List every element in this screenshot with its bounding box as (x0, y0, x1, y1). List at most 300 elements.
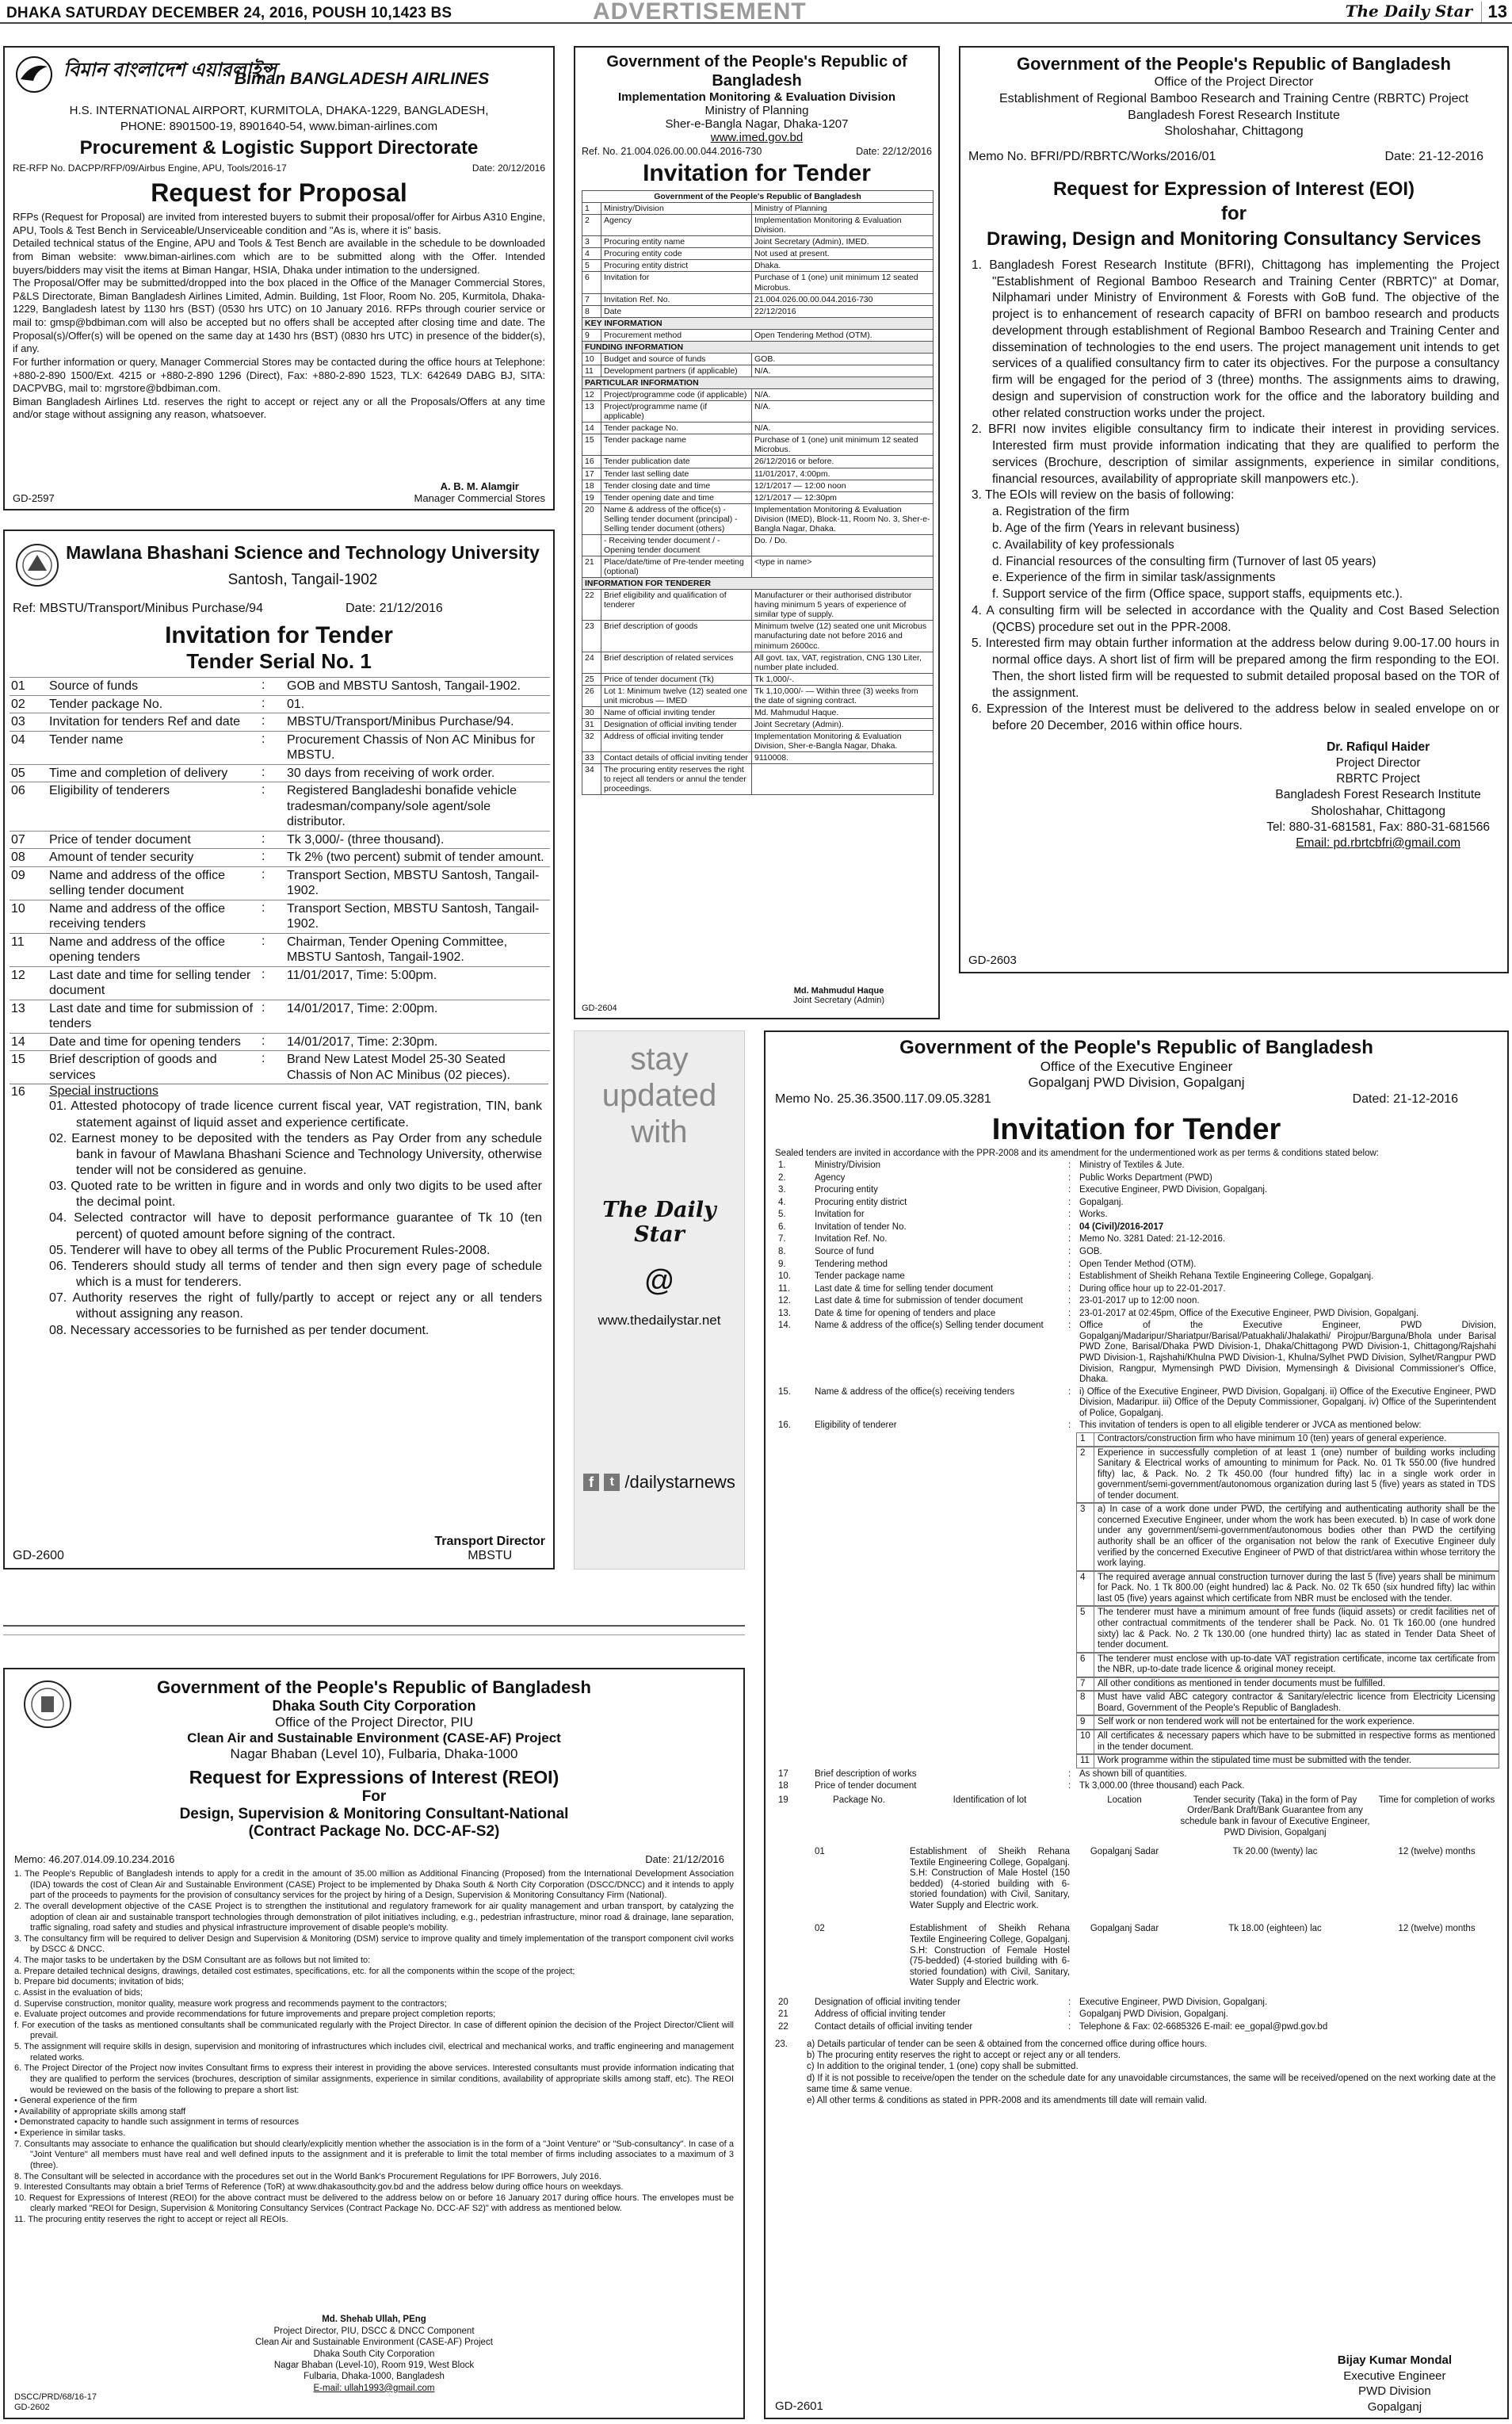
row-colon: : (1068, 1197, 1071, 1207)
row-label: Development partners (if applicable) (601, 365, 752, 377)
row-colon: : (1068, 1997, 1071, 2007)
pwd-office: Office of the Executive Engineer (1040, 1059, 1233, 1074)
row-colon: : (1068, 1246, 1071, 1256)
eoi-item: a. Registration of the firm (992, 505, 1130, 519)
row-number: 15 (582, 434, 601, 456)
eligibility-line (1077, 1755, 1499, 1768)
row-number: 7 (582, 293, 601, 305)
row-colon: : (1068, 1308, 1071, 1318)
imed-web: www.imed.gov.bd (710, 131, 804, 144)
eoi-item: d. Financial resources of the consulting firm (Turnover of last 05 years) (992, 554, 1376, 568)
row-number: 11. (778, 1283, 791, 1294)
biman-phone: PHONE: 8901500-19, 8901640-54, www.biman-airlines.com (120, 119, 438, 133)
package-row (775, 1839, 1499, 1916)
row-number: 09 (11, 868, 25, 882)
row-colon: : (262, 934, 265, 948)
table-row (775, 1997, 1499, 2009)
row-colon: : (1068, 1296, 1071, 1306)
row-value: Joint Secretary (Admin), IMED. (752, 236, 934, 248)
row-label: Procuring entity district (815, 1197, 907, 1207)
reoi-item: 3. The consultancy firm will be required to deliver Design and Supervision & Monitoring (DSM) service to improve quality and timely implementation of the transport component civil works by DSCC & DNCC. (14, 1933, 734, 1955)
row-value: 04 (Civil)/2016-2017 (1079, 1222, 1164, 1232)
row-label: Tender publication date (601, 456, 752, 468)
table-row (582, 456, 934, 468)
row-value: Self work or non tendered work will not be entertained for the work experience. (1094, 1716, 1499, 1730)
table-row (582, 353, 934, 365)
dscc-sub2: (Contract Package No. DCC-AF-S2) (248, 1823, 500, 1840)
bfri-eoi-ad (959, 46, 1509, 973)
package-header: Package No. (833, 1795, 885, 1805)
row-label: Tender opening date and time (601, 491, 752, 503)
dscc-memo: Memo: 46.207.014.09.10.234.2016 (14, 1853, 175, 1865)
note-item: c) In addition to the original tender, 1 (one) copy shall be submitted. (807, 2062, 1079, 2072)
row-number: 8 (1077, 1692, 1094, 1715)
row-colon: : (262, 967, 265, 981)
biman-para: Biman Bangladesh Airlines Ltd. reserves the right to accept or reject any or all the Proposals/Offers at any time and/or stage without assigning any reason, whatsoever. (13, 395, 545, 421)
row-label: Address of official inviting tender (815, 2009, 946, 2020)
row-number: 4 (582, 248, 601, 260)
bfri-inst: Bangladesh Forest Research Institute (1128, 108, 1340, 122)
package-sec: Tk 20.00 (twenty) lac (1232, 1847, 1318, 1857)
reoi-item: 5. The assignment will require skills in design, supervision and monitoring of infrastructures which includes civil, electrical and mechanical works, and traffic engineering and management related works. (14, 2042, 734, 2063)
row-label: Contact details of official inviting tender (815, 2021, 973, 2032)
row-number: 7 (1077, 1677, 1094, 1691)
row-number: 15. (778, 1386, 791, 1397)
row-number: 15 (11, 1053, 25, 1067)
row-value: During office hour up to 22-01-2017. (1079, 1283, 1226, 1294)
eligibility-row (775, 1447, 1499, 1504)
biman-logo-en: Biman BANGLADESH AIRLINES (235, 70, 490, 88)
row-number: 1 (1077, 1432, 1094, 1446)
eligibility-cell (1076, 1691, 1499, 1715)
eligibility-item (1076, 1691, 1499, 1715)
row-value: i) Office of the Executive Engineer, PWD Division, Gopalganj. ii) Office of the Executive Engineer, PWD Division, Madaripur. iii) Office of the Deputy Commissioner, Gopalganj. iv) Office of the Superintendent of Police, Gopalganj. (1079, 1386, 1496, 1418)
row-number: 17 (778, 1768, 788, 1779)
row-number: 12 (582, 389, 601, 401)
divider-line (3, 1634, 745, 1635)
signer-title: Manager Commercial Stores (414, 492, 545, 504)
row-value: Manufacturer or their authorised distributor having minimum 5 years of experience of similar type of supply. (752, 590, 934, 621)
row-colon: : (262, 679, 265, 692)
row-colon: : (1068, 1386, 1071, 1397)
pwd-gov: Government of the People's Republic of Bangladesh (899, 1037, 1373, 1058)
signer-line: Sholoshahar, Chittagong (1311, 804, 1445, 818)
bfri-memo: Memo No. BFRI/PD/RBRTC/Works/2016/01 (968, 150, 1216, 164)
table-row (582, 706, 934, 718)
row-label: Designation of official inviting tender (815, 1997, 960, 2007)
promo-at: @ (643, 1264, 675, 1298)
dscc-corp: Dhaka South City Corporation (272, 1698, 476, 1714)
imed-title: Invitation for Tender (643, 160, 871, 186)
table-row (582, 468, 934, 480)
bfri-title3: Drawing, Design and Monitoring Consultancy Services (986, 227, 1482, 250)
row-number (582, 534, 601, 556)
row-value: Experience in successfully completion of at least 1 (one) number of building works including Sanitary & Electrical works of amounting to minimum for Pack. No. 01 Tk 550.00 (five hundred fifty) lac, & Pack. No. 2 Tk 450.00 (four hundred fifty) lac in a single work order in government/semi-government/autonomous organization during last 5 (five) years as stated in TDS of tender document. (1094, 1447, 1499, 1503)
row-value: Tk 1,000/-. (752, 673, 934, 685)
signer-line: Nagar Bhaban (Level-10), Room 919, West Block (273, 2360, 475, 2370)
special-instruction: 04. Selected contractor will have to deposit performance guarantee of Tk 10 (ten percent) of quoted amount before signing of the contract. (49, 1211, 542, 1241)
table-row (10, 713, 550, 732)
row-value: Establishment of Sheikh Rehana Textile Engineering College, Gopalganj. (1079, 1271, 1374, 1282)
row-value: 30 days from receiving of work order. (287, 766, 495, 780)
row-number: 32 (582, 731, 601, 752)
row-number: 10 (1077, 1730, 1094, 1754)
row-value: Gopalganj. (1079, 1197, 1124, 1207)
row-value: Dhaka. (752, 260, 934, 272)
row-label: Last date and time for submission of tenders (49, 1001, 254, 1031)
table-row (582, 401, 934, 422)
row-label: Eligibility of tenderers (49, 784, 170, 798)
eligibility-cell (1076, 1571, 1499, 1607)
biman-para: The Proposal/Offer may be submitted/dropped into the box placed in the Office of the Manager Commercial Stores, P&LS Directorate, Biman Bangladesh Airlines Limited, Admin. Building, 1st Floor, Room No. 205, Kurmitola, Dhaka-1229, Bangladesh latest by 1130 hrs (BST) (0530 hrs UTC) on 10 January 2016. RFPs through courier service or mail to: gmsp@bdbiman.com will also be accepted but no offers shall be accepted after closing time and date. The Proposal(s)/Offer(s) will be opened on the same day at 1430 hrs (BST) (0830 hrs UTC) in presence of the bidder(s), if any. (13, 277, 545, 355)
package-loc: Gopalganj Sadar (1090, 1847, 1159, 1857)
row-number: 04 (11, 732, 25, 747)
eoi-item: 4. A consulting firm will be selected in accordance with the Quality and Cost Based Selection (QCBS) procedure set out in the PPR-2008. (972, 603, 1499, 634)
row-label: Tender package name (815, 1271, 905, 1282)
signer-name: Dr. Rafiqul Haider (1327, 740, 1430, 754)
dscc-addr: Nagar Bhaban (Level 10), Fulbaria, Dhaka-1000 (230, 1746, 518, 1761)
pwd-table (775, 1160, 1499, 1793)
row-value: 11/01/2017, 4:00pm. (752, 468, 934, 480)
bfri-place: Sholoshahar, Chittagong (1164, 124, 1304, 139)
table-row (582, 293, 934, 305)
row-value: GOB and MBSTU Santosh, Tangail-1902. (287, 679, 521, 693)
row-label: Procuring entity code (601, 248, 752, 260)
row-number: 19 (778, 1795, 788, 1805)
row-value: 26/12/2016 or before. (752, 456, 934, 468)
row-label: Name of official inviting tender (601, 706, 752, 718)
divider-line (3, 1625, 745, 1627)
row-label: Address of official inviting tender (601, 731, 752, 752)
row-value: The required average annual construction turnover during the last 5 (five) years shall be minimum for Pack. No. 1 Tk 800.00 (eight hundred) lac & Pack. No. 02 Tk 650 (six hundred fifty) lac within last 05 (five) years against which certificate from NBR must be enclosed with the tender. (1094, 1571, 1499, 1606)
mbstu-tender-ad (3, 530, 555, 1569)
reoi-item: 8. The Consultant will be selected in accordance with the procedures set out in the World Bank's Procurement Regulations for IPF Borrowers, July 2016. (14, 2171, 601, 2181)
pwd-gopalganj-tender-ad (764, 1030, 1509, 2419)
biman-stork-icon (13, 55, 55, 94)
row-number: 06 (11, 784, 25, 798)
row-label: Source of fund (815, 1246, 874, 1256)
row-colon: : (262, 832, 265, 846)
table-row (10, 966, 550, 1000)
row-value: Must have valid ABC category contractor & Sanitary/electric licence from Electricity Licensing Board, Government of the People's Republic of Bangladesh. (1094, 1692, 1499, 1715)
note-item: d) If it is not possible to receive/open the tender on the schedule date for any unavoidable circumstances, the same will be received/opened on the next working date at the same time & same venue. (807, 2073, 1496, 2094)
table-row (582, 365, 934, 377)
package-sec: Tk 18.00 (eighteen) lac (1228, 1924, 1322, 1934)
imed-table (582, 190, 934, 795)
signer-line: Project Director, PIU, DSCC & DNCC Component (273, 2326, 475, 2336)
eligibility-line (1077, 1653, 1499, 1677)
signer-name: Md. Shehab Ullah, PEng (322, 2315, 426, 2325)
promo-masthead: The Daily Star (602, 1198, 716, 1247)
package-loc: Gopalganj Sadar (1090, 1924, 1159, 1934)
package-header-row (775, 1795, 1499, 1839)
row-label: Tender package name (601, 434, 752, 456)
security-header: Tender security (Taka) in the form of Pay Order/Bank Draft/Bank Guarantee from any schedule bank in favour of Executive Engineer, PWD Division, Gopalganj (1180, 1795, 1370, 1837)
dscc-title: Request for Expressions of Interest (REOI) (189, 1767, 559, 1787)
row-number: 24 (582, 652, 601, 673)
pwd-package-table (775, 1795, 1499, 1994)
table-row (582, 590, 934, 621)
pwd-memo: Memo No. 25.36.3500.117.09.05.3281 (775, 1092, 991, 1106)
spacer-cell (775, 1715, 1076, 1730)
table-row (10, 831, 550, 849)
table-row (582, 248, 934, 260)
row-number: 2. (778, 1172, 786, 1183)
row-number: 16 (582, 456, 601, 468)
row-value: <type in name> (752, 556, 934, 578)
eligibility-item (1076, 1432, 1499, 1447)
row-label: Amount of tender security (49, 851, 194, 865)
row-value: 23-01-2017 at 02:45pm, Office of the Executive Engineer, PWD Division, Gopalganj. (1079, 1308, 1419, 1318)
row-value: Executive Engineer, PWD Division, Gopalganj. (1079, 1997, 1268, 2007)
dscc-crest-icon (22, 1679, 73, 1730)
table-row (775, 2021, 1499, 2034)
table-row (775, 1209, 1499, 1222)
spacer-cell (775, 1754, 1076, 1768)
spacer-cell (775, 1691, 1076, 1715)
table-row (582, 272, 934, 293)
package-row (775, 1916, 1499, 1993)
bfri-title2: for (1221, 203, 1247, 225)
row-colon: : (1068, 1234, 1071, 1244)
eligibility-cell (1076, 1432, 1499, 1447)
row-number: 10. (778, 1271, 791, 1282)
spacer-cell (775, 1503, 1076, 1570)
row-number: 2 (1077, 1447, 1094, 1503)
promo-line2: updated (601, 1078, 717, 1113)
eligibility-line (1077, 1432, 1499, 1446)
table-row (10, 731, 550, 764)
row-colon: : (1068, 1768, 1071, 1779)
package-pkg: 02 (815, 1924, 825, 1934)
row-label: Last date & time for submission of tender document (815, 1296, 1023, 1306)
row-label: Invitation for (815, 1210, 865, 1220)
row-value: This invitation of tenders is open to all eligible tenderer or JVCA as mentioned below: (1079, 1420, 1422, 1431)
table-row (582, 377, 934, 389)
signer-name: A. B. M. Alamgir (440, 480, 519, 492)
eligibility-line (1077, 1607, 1499, 1652)
eoi-item: f. Support service of the firm (Office space, support staffs, equipments etc.). (992, 587, 1403, 602)
row-number: 13 (582, 401, 601, 422)
row-label: Agency (815, 1172, 846, 1183)
row-number: 11 (1077, 1755, 1094, 1768)
row-value: N/A. (752, 365, 934, 377)
eligibility-row (775, 1691, 1499, 1715)
table-row (582, 764, 934, 795)
signer-name: Md. Mahmudul Haque (793, 986, 884, 996)
spacer-cell (775, 1730, 1076, 1754)
row-number: 17 (582, 468, 601, 480)
row-value: Minimum twelve (12) seated one unit Microbus manufacturing date not before 2016 and minimum 2600cc. (752, 621, 934, 652)
table-row (775, 1308, 1499, 1321)
row-value: N/A. (752, 389, 934, 401)
row-label: Price of tender document (Tk) (601, 673, 752, 685)
row-number: 20 (778, 1997, 788, 2007)
gd-code: GD-2600 (13, 1549, 64, 1562)
row-colon: : (1068, 1781, 1071, 1791)
table-row (775, 1197, 1499, 1210)
table-row (582, 480, 934, 491)
bfri-gov: Government of the People's Republic of Bangladesh (1017, 54, 1451, 74)
imed-tender-ad (574, 46, 940, 1019)
pwd-intro: Sealed tenders are invited in accordance with the PPR-2008 and its amendment for the undermentioned work as per terms & conditions stated below: (775, 1149, 1379, 1158)
spacer-cell (775, 1839, 811, 1916)
eligibility-item (1076, 1606, 1499, 1652)
dscc-for: For (361, 1788, 387, 1805)
row-value: N/A. (752, 422, 934, 434)
row-value: 9110008. (752, 752, 934, 764)
row-number: 8 (582, 305, 601, 317)
table-row (775, 1386, 1499, 1420)
table-row (775, 1184, 1499, 1197)
row-colon: : (1068, 1160, 1071, 1170)
package-time: 12 (twelve) months (1398, 1847, 1476, 1857)
gd-code: GD-2602 (14, 2402, 50, 2412)
row-number: 14. (778, 1321, 791, 1331)
special-instruction: 01. Attested photocopy of trade licence current fiscal year, VAT registration, TIN, bank statement against of liquid asset and experience certificate. (49, 1099, 542, 1130)
notes-n: 23. (775, 2039, 788, 2049)
row-number: 25 (582, 673, 601, 685)
row-label: Last date & time for selling tender document (815, 1283, 994, 1294)
row-value: 14/01/2017, Time: 2:00pm. (287, 1001, 438, 1015)
row-label: Procuring entity district (601, 260, 752, 272)
biman-para: RFPs (Request for Proposal) are invited from interested buyers to submit their proposal/offer for Airbus A310 Engine, APU, Tools & Test Bench in Serviceable/Unserviceable condition and "As is, where it is" basis. (13, 211, 545, 236)
eoi-item: b. Age of the firm (Years in relevant business) (992, 522, 1240, 535)
special-instruction: 08. Necessary accessories to be furnished as per tender document. (49, 1323, 430, 1337)
row-number: 10 (582, 353, 601, 365)
section-heading: INFORMATION FOR TENDERER (582, 578, 934, 590)
pwd-title: Invitation for Tender (991, 1113, 1281, 1146)
row-number: 13. (778, 1308, 791, 1318)
row-value: Memo No. 3281 Dated: 21-12-2016. (1079, 1234, 1226, 1244)
eligibility-item (1076, 1730, 1499, 1754)
row-value: Telephone & Fax: 02-6685326 E-mail: ee_gopal@pwd.gov.bd (1079, 2021, 1328, 2032)
row-value: Procurement Chassis of Non AC Minibus for MBSTU. (287, 732, 536, 763)
row-value: Purchase of 1 (one) unit minimum 12 seated Microbus. (752, 434, 934, 456)
row-value: Implementation Monitoring & Evaluation Division. (752, 215, 934, 236)
eligibility-row (775, 1677, 1499, 1692)
row-label: Tender name (49, 732, 124, 747)
promo-social (575, 1471, 744, 1493)
row-value: Joint Secretary (Admin). (752, 718, 934, 730)
location-header: Location (1107, 1795, 1142, 1805)
row-colon: : (1068, 1185, 1071, 1195)
row-number: 18 (778, 1781, 788, 1791)
promo-url: www.thedailystar.net (598, 1313, 721, 1328)
row-number: 7. (778, 1234, 786, 1244)
row-value: As shown bill of quantities. (1079, 1768, 1187, 1779)
imed-div: Implementation Monitoring & Evaluation Division (617, 90, 896, 104)
row-number: 6 (1077, 1653, 1094, 1677)
row-number: 8. (778, 1246, 786, 1256)
table-row (775, 2009, 1499, 2021)
row-label: Ministry/Division (601, 203, 752, 215)
signer-line: RBRTC Project (1336, 772, 1420, 786)
mbstu-date: Date: 21/12/2016 (346, 602, 443, 615)
row-value: Contractors/construction firm who have minimum 10 (ten) years of general experience. (1094, 1432, 1499, 1446)
imed-addr: Sher-e-Bangla Nagar, Dhaka-1207 (665, 117, 849, 131)
reoi-item: d. Supervise construction, monitor quality, measure work progress and recommends payment to the contractors; (14, 1998, 447, 2009)
gd-code: GD-2604 (582, 1004, 617, 1013)
gd-code: GD-2603 (968, 954, 1017, 967)
row-number: 02 (11, 697, 25, 711)
biman-para: Detailed technical status of the Engine, APU and Tools & Test Bench are available in the schedule to be downloaded from Biman website: www.biman-airlines.com which are to be submitted along with the Offer. Intended buyers/bidders may visit the items at Biman Hangar, HSIA, Dhaka under intimation to the undersigned. (13, 237, 545, 276)
eligibility-item (1076, 1677, 1499, 1692)
reoi-item: 11. The procuring entity reserves the right to accept or reject all REOIs. (14, 2215, 288, 2224)
special-label: Special instructions (49, 1084, 158, 1099)
mbstu-table (10, 677, 550, 1084)
table-row (775, 1172, 1499, 1185)
signer-org: MBSTU (468, 1549, 513, 1562)
row-colon: : (262, 732, 265, 746)
daily-star-promo (574, 1030, 745, 1569)
signer-line: Bangladesh Forest Research Institute (1275, 788, 1481, 802)
row-colon: : (1068, 2009, 1071, 2020)
row-value: N/A. (752, 401, 934, 422)
dscc-office: Office of the Project Director, PIU (274, 1715, 474, 1730)
row-value (752, 764, 934, 795)
row-colon: : (1068, 1321, 1071, 1331)
row-label: Brief description of related services (601, 652, 752, 673)
row-label: The procuring entity reserves the right to reject all tenders or annul the tender proceedings. (601, 764, 752, 795)
row-label: Price of tender document (49, 832, 191, 847)
row-number: 4. (778, 1197, 786, 1207)
row-value: Tk 1,10,000/- — Within three (3) weeks from the date of signing contract. (752, 685, 934, 706)
row-number: 07 (11, 832, 25, 847)
promo-line3: with (631, 1115, 688, 1149)
eoi-item: 1. Bangladesh Forest Research Institute (BFRI), Chittagong has implementing the Project "Establishment of Regional Bamboo Research and Training Center (RBRTC)" at Domar, Nilphamari under Ministry of Environment & Forests with GoB fund. The objective of the project is to enhancement of research capacity of BFRI on bamboo research and products development through establishment of Regional Bamboo Research and Training Center and dissemination of technologies to the end users. The project management unit intends to get services of a qualified consultancy firm to cater its objectives. For the purpose a consultancy firm will be engaged for the period of 3 (three) months. The assignments aims to drawing, design and supervision of construction work for the office and the laboratory building and other related construction works under the project. (972, 258, 1499, 420)
note-item: b) The procuring entity reserves the right to accept or reject any or all tenders. (807, 2050, 1121, 2060)
special-instruction: 05. Tenderer will have to obey all terms of the Public Procurement Rules-2008. (49, 1243, 491, 1257)
row-value: GOB. (1079, 1246, 1102, 1256)
spacer-cell (775, 1916, 811, 1993)
signer-line: Gopalganj (1367, 2399, 1422, 2414)
university-crest-icon (14, 542, 60, 588)
reoi-item: • Demonstrated capacity to handle such assignment in terms of resources (14, 2117, 300, 2128)
time-header: Time for completion of works (1378, 1795, 1495, 1805)
row-number: 10 (11, 901, 25, 916)
eligibility-row (775, 1571, 1499, 1607)
package-lot: Establishment of Sheikh Rehana Textile Engineering College, Gopalganj. S.H: Construction of Male Hostel (150 bedded) (4-storied building with 6-storied foundation) with Civil, Sanitary, Water Supply and Electric work. (910, 1847, 1070, 1910)
biman-dept: Procurement & Logistic Support Directorate (79, 137, 479, 159)
row-value: The tenderer must enclose with up-to-date VAT registration certificate, income tax certificate from the NBR, up-to-date trade licence & original money receipt. (1094, 1653, 1499, 1677)
spacer-cell (775, 1653, 1076, 1677)
spacer-cell (775, 1432, 1076, 1447)
package-lot: Establishment of Sheikh Rehana Textile Engineering College, Gopalganj. S.H: Construction of Female Hostel (75-bedded) (4-storied building with 6-storied foundation) with Civil, Sanitary, Water Supply and Electric work. (910, 1924, 1070, 1988)
table-row (582, 718, 934, 730)
row-label: Agency (601, 215, 752, 236)
biman-logo (13, 54, 553, 97)
gd-code: GD-2597 (13, 492, 55, 504)
row-value: Transport Section, MBSTU Santosh, Tangail-1902. (287, 901, 540, 931)
table-row (775, 1768, 1499, 1781)
row-colon: : (262, 850, 265, 864)
eligibility-item (1076, 1653, 1499, 1677)
table-row (582, 731, 934, 752)
row-number: 11 (582, 365, 601, 377)
row-label: Name and address of the office selling tender document (49, 868, 226, 898)
eligibility-item (1076, 1715, 1499, 1730)
table-row (582, 652, 934, 673)
reoi-item: 10. Request for Expressions of Interest (REOI) for the above contract must be delivered to the address below on or before 16 January 2017 during office hours. The envelopes must be clearly marked "REOI for Design, Supervision & Monitoring Consultancy Services (Contract Package No. DCC-AF S2)" with address as mentioned below. (14, 2193, 734, 2214)
row-value: All other conditions as mentioned in tender documents must be fulfilled. (1094, 1677, 1499, 1691)
facebook-icon: f (583, 1474, 599, 1491)
biman-title: Request for Proposal (151, 178, 407, 207)
row-number: 14 (582, 422, 601, 434)
row-number: 05 (11, 766, 25, 780)
mbstu-org: Mawlana Bhashani Science and Technology University (66, 542, 540, 563)
row-label: Designation of official inviting tender (601, 718, 752, 730)
